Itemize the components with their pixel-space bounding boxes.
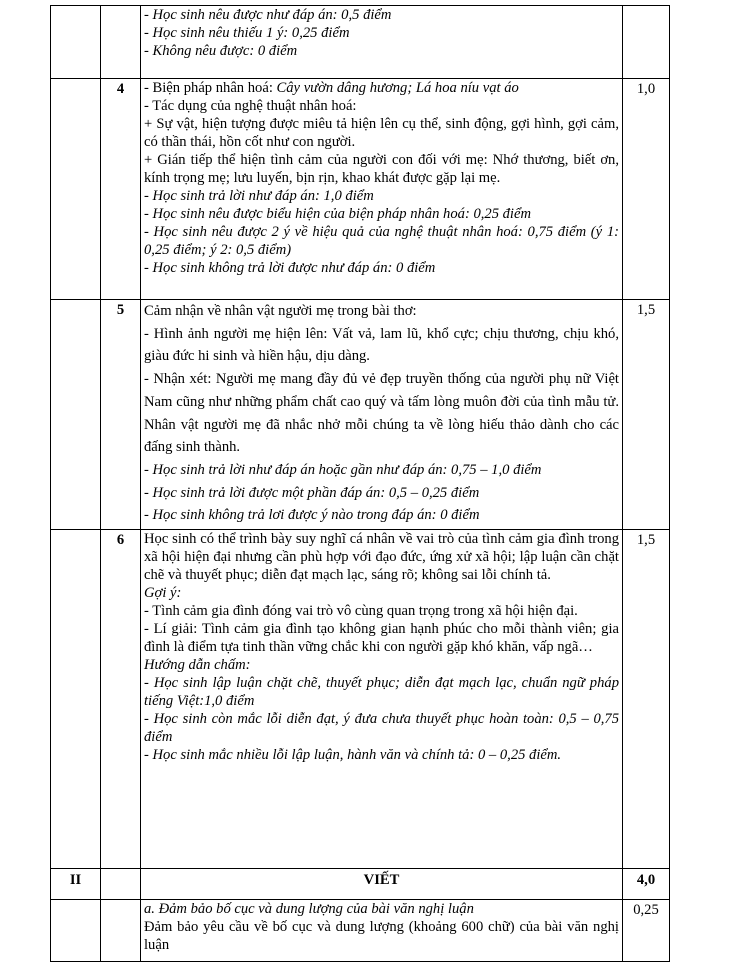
section-number: II	[51, 869, 101, 900]
scoring-line: - Học sinh còn mắc lỗi diễn đạt, ý đưa chưa thuyết phục hoàn toàn: 0,5 – 0,75 điểm	[144, 711, 619, 745]
answer-text: - Tình cảm gia đình đóng vai trò vô cùng quan trọng trong xã hội hiện đại.	[144, 603, 578, 619]
answer-cell	[141, 79, 623, 300]
section-points: 4,0	[623, 869, 670, 900]
answer-text: Cây vườn dâng hương; Lá hoa níu vạt áo	[276, 80, 519, 96]
table-row	[51, 300, 670, 530]
question-number: 5	[101, 300, 141, 530]
answer-text: - Biện pháp nhân hoá:	[144, 80, 277, 96]
table-row	[51, 530, 670, 869]
answer-text: Cảm nhận về nhân vật người mẹ trong bài thơ:	[144, 303, 417, 319]
scoring-line: - Học sinh trả lời như đáp án: 1,0 điểm	[144, 188, 374, 204]
scoring-line: - Học sinh trả lời được một phần đáp án: 0,5 – 0,25 điểm	[144, 484, 480, 501]
scoring-line: - Học sinh không trả lơi được ý nào trong đáp án: 0 điểm	[144, 507, 480, 524]
answer-text: Đảm bảo yêu cầu về bố cục và dung lượng (khoảng 600 chữ) của bài văn nghị luận	[144, 919, 619, 953]
question-number: 6	[101, 530, 141, 869]
answer-text: + Gián tiếp thể hiện tình cảm của người con đối với mẹ: Nhớ thương, biết ơn, kính trọng mẹ; lưu luyến, bịn rịn, khao khát được gặp lại mẹ.	[144, 152, 619, 186]
points-value: 1,5	[623, 300, 670, 530]
points-value: 1,5	[623, 530, 670, 869]
scoring-line: - Học sinh nêu được như đáp án: 0,5 điểm	[144, 7, 392, 23]
table-row	[51, 79, 670, 300]
points-value: 0,25	[623, 900, 670, 962]
scoring-line: - Học sinh mắc nhiều lỗi lập luận, hành văn và chính tả: 0 – 0,25 điểm.	[144, 747, 562, 763]
answer-text: - Lí giải: Tình cảm gia đình tạo không gian hạnh phúc cho mỗi thành viên; gia đình là điểm tựa tinh thần vững chắc khi con người gặp khó khăn, vấp ngã…	[144, 621, 619, 655]
scoring-cell	[141, 6, 623, 79]
answer-text: + Sự vật, hiện tượng được miêu tả hiện lên cụ thể, sinh động, gợi hình, gợi cảm, có thần thái, hồn cốt như con người.	[144, 116, 619, 150]
section-row	[51, 869, 670, 900]
scoring-line: - Học sinh không trả lời được như đáp án: 0 điểm	[144, 260, 436, 276]
scoring-line: - Học sinh nêu được biểu hiện của biện pháp nhân hoá: 0,25 điểm	[144, 206, 532, 222]
scoring-line: - Không nêu được: 0 điểm	[144, 43, 298, 59]
answer-text: - Hình ảnh người mẹ hiện lên: Vất vả, lam lũ, khổ cực; chịu thương, chịu khó, giàu đức hi sinh và hiền hậu, dịu dàng.	[144, 325, 619, 365]
scoring-line: - Học sinh trả lời như đáp án hoặc gần như đáp án: 0,75 – 1,0 điểm	[144, 461, 542, 478]
answer-key-table	[50, 5, 670, 962]
answer-cell	[141, 900, 623, 962]
scoring-line: - Học sinh lập luận chặt chẽ, thuyết phục; diễn đạt mạch lạc, chuẩn ngữ pháp tiếng Việt:1,0 điểm	[144, 675, 619, 709]
answer-text: - Nhận xét: Người mẹ mang đầy đủ vẻ đẹp truyền thống của người phụ nữ Việt Nam cũng như những phẩm chất cao quý và tấm lòng muôn đời của tình mẫu tử. Nhân vật người mẹ đã nhắc nhở mỗi chúng ta về lòng hiếu thảo dành cho các đấng sinh thành.	[144, 371, 619, 456]
table-row	[51, 6, 670, 79]
answer-text: - Tác dụng của nghệ thuật nhân hoá:	[144, 98, 357, 114]
points-value: 1,0	[623, 79, 670, 300]
criterion-heading: a. Đảm bảo bố cục và dung lượng của bài văn nghị luận	[144, 901, 474, 917]
answer-subheading: Gợi ý:	[144, 585, 182, 601]
section-title: VIẾT	[141, 869, 623, 900]
scoring-line: - Học sinh nêu được 2 ý về hiệu quả của nghệ thuật nhân hoá: 0,75 điểm (ý 1: 0,25 điểm; ý 2: 0,5 điểm)	[144, 224, 619, 258]
answer-cell	[141, 300, 623, 530]
answer-cell	[141, 530, 623, 869]
answer-text: Học sinh có thể trình bày suy nghĩ cá nhân về vai trò của tình cảm gia đình trong xã hội hiện đại nhưng cần phù hợp với đạo đức, ứng xử xã hội; lập luận cần chặt chẽ và thuyết phục; diễn đạt mạch lạc, sáng rõ; không sai lỗi chính tả.	[144, 531, 619, 583]
question-number: 4	[101, 79, 141, 300]
scoring-line: - Học sinh nêu thiếu 1 ý: 0,25 điểm	[144, 25, 350, 41]
answer-subheading: Hướng dẫn chấm:	[144, 657, 251, 673]
table-row	[51, 900, 670, 962]
